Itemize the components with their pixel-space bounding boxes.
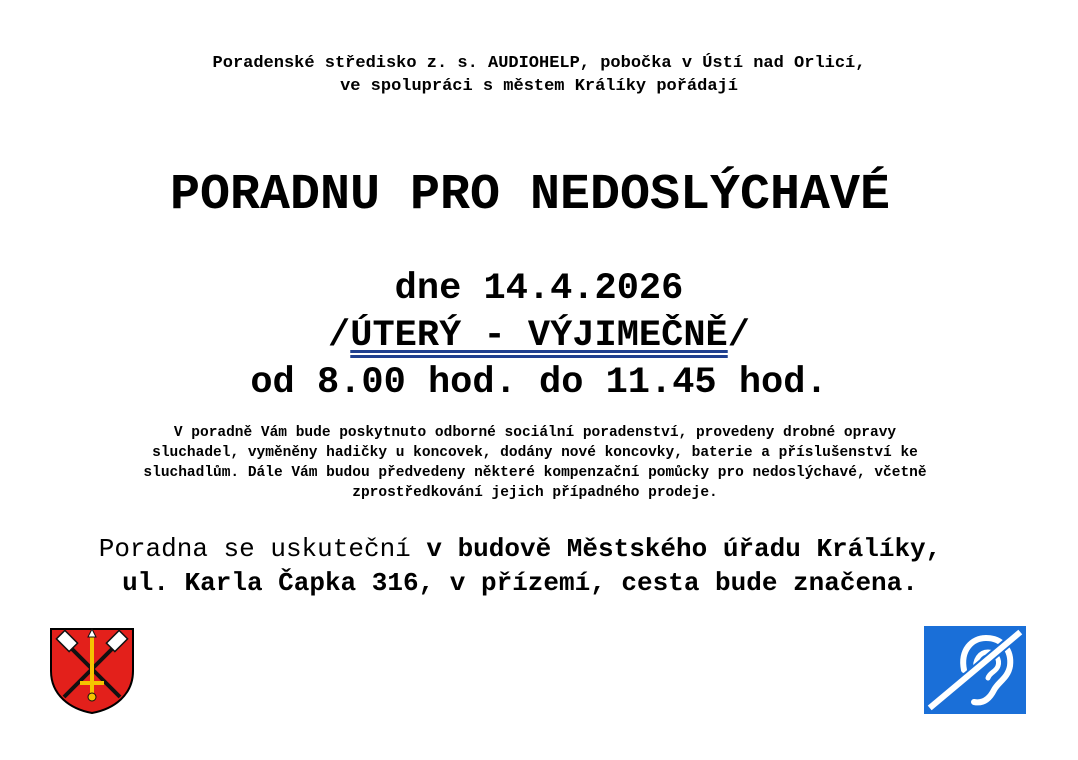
organizer-line-2: ve spolupráci s městem Králíky pořádají <box>340 77 738 96</box>
hearing-loop-ear-icon <box>924 626 1026 714</box>
description-line-2: sluchadel, vyměněny hadičky u koncovek, dodány nové koncovky, baterie a příslušenství ke <box>152 445 918 461</box>
page-title: PORADNU PRO NEDOSLÝCHAVÉ <box>169 167 891 224</box>
venue-info <box>20 532 1020 600</box>
kraliky-coat-of-arms-icon <box>48 627 136 715</box>
venue-place: v budově Městského úřadu Králíky, <box>426 534 942 564</box>
event-time: od 8.00 hod. do 11.45 hod. <box>250 362 828 404</box>
description-line-1: V poradně Vám bude poskytnuto odborné sociální poradenství, provedeny drobné opravy <box>173 425 897 441</box>
event-day-line <box>0 313 1078 360</box>
day-prefix: / <box>328 315 351 357</box>
description-line-3: sluchadlům. Dále Vám budou předvedeny některé kompenzační pomůcky pro nedoslýchavé, včetně <box>143 465 927 481</box>
event-date: dne 14.4.2026 <box>394 268 684 310</box>
description-line-4: zprostředkování jejich případného prodeje. <box>352 485 718 501</box>
venue-intro: Poradna se uskuteční <box>98 534 427 564</box>
event-day: ÚTERÝ - VÝJIMEČNĚ <box>350 315 728 357</box>
organizer-intro <box>0 52 1078 98</box>
day-suffix: / <box>727 315 750 357</box>
organizer-line-1: Poradenské středisko z. s. AUDIOHELP, pobočka v Ústí nad Orlicí, <box>212 54 866 73</box>
venue-line-2: ul. Karla Čapka 316, v přízemí, cesta bude značena. <box>122 568 918 598</box>
venue-line-1 <box>20 532 1020 566</box>
event-schedule <box>0 266 1078 407</box>
service-description <box>40 423 1030 503</box>
